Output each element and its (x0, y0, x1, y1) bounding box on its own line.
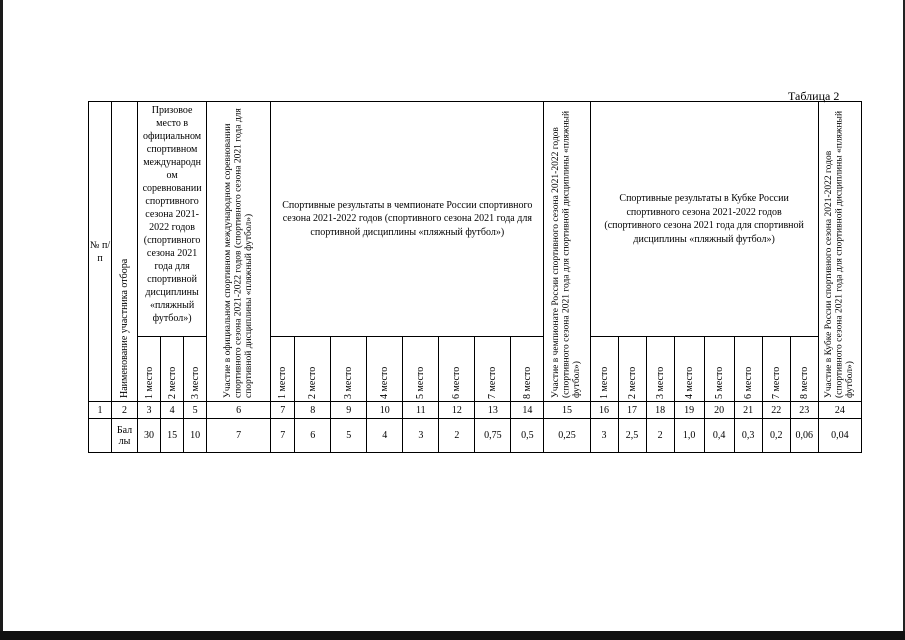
cup-place-5 (704, 337, 734, 402)
column-number-row (89, 402, 862, 419)
column-number: 4 (161, 402, 184, 419)
points-row-empty-cell (89, 419, 112, 453)
cup-place-2-text: 2 место (626, 366, 638, 399)
points-row (89, 419, 862, 453)
champ-place-3-text: 3 место (343, 366, 355, 399)
header-championship-participation-text: Участие в чемпионате России спортивного сезона 2021-2022 годов (спортивного сезона 2021 года для спортивной дисциплины «пляжный футбол») (551, 110, 583, 398)
prize-place-1 (138, 337, 161, 402)
points-table (88, 101, 862, 453)
cup-place-1-text: 1 место (598, 366, 610, 399)
header-name (112, 102, 138, 402)
cup-place-3-text: 3 место (654, 366, 666, 399)
header-championship-results: Спортивные результаты в чемпионате России спортивного сезона 2021-2022 годов (спортивного сезона 2021 года для спортивной дисциплины «пляжный футбол») (271, 102, 544, 337)
column-number: 5 (184, 402, 207, 419)
header-prize-place: Призовое место в официальном спортивном международн ом соревновании спортивного сезона 2021-2022 годов (спортивного сезона 2021 года для спортивной дисциплины «пляжный футбол») (138, 102, 207, 337)
champ-place-5-text: 5 место (415, 366, 427, 399)
prize-place-1-text: 1 место (143, 366, 155, 399)
column-number: 18 (646, 402, 674, 419)
champ-place-7 (475, 337, 511, 402)
column-number: 13 (475, 402, 511, 419)
cup-place-7 (762, 337, 790, 402)
header-num: № п/ п (89, 102, 112, 402)
points-value: 1,0 (674, 419, 704, 453)
cup-place-2 (618, 337, 646, 402)
points-value: 0,4 (704, 419, 734, 453)
points-value: 2,5 (618, 419, 646, 453)
column-number: 16 (590, 402, 618, 419)
column-number: 11 (403, 402, 439, 419)
header-cup-results: Спортивные результаты в Кубке России спортивного сезона 2021-2022 годов (спортивного сезона 2021 года для спортивной дисциплины «пляжный футбол») (590, 102, 818, 337)
points-value: 0,25 (544, 419, 590, 453)
column-number: 12 (439, 402, 475, 419)
champ-place-8-text: 8 место (521, 366, 533, 399)
column-number: 8 (295, 402, 331, 419)
champ-place-7-text: 7 место (487, 366, 499, 399)
header-name-text: Наименование участника отбора (119, 258, 131, 398)
scan-border-bottom (0, 631, 905, 640)
column-number: 2 (112, 402, 138, 419)
prize-place-2 (161, 337, 184, 402)
champ-place-6-text: 6 место (451, 366, 463, 399)
column-number: 19 (674, 402, 704, 419)
prize-place-3-text: 3 место (189, 366, 201, 399)
champ-place-1-text: 1 место (277, 366, 289, 399)
cup-place-4-text: 4 место (683, 366, 695, 399)
header-row-groups (89, 102, 862, 337)
points-value: 0,04 (818, 419, 861, 453)
points-value: 3 (590, 419, 618, 453)
scan-border-left (0, 0, 3, 640)
cup-place-6-text: 6 место (742, 366, 754, 399)
points-value: 4 (367, 419, 403, 453)
cup-place-1 (590, 337, 618, 402)
column-number: 6 (207, 402, 271, 419)
points-row-label: Бал лы (112, 419, 138, 453)
cup-place-4 (674, 337, 704, 402)
champ-place-4 (367, 337, 403, 402)
column-number: 24 (818, 402, 861, 419)
champ-place-2 (295, 337, 331, 402)
champ-place-4-text: 4 место (379, 366, 391, 399)
points-value: 0,5 (511, 419, 544, 453)
cup-place-3 (646, 337, 674, 402)
column-number: 22 (762, 402, 790, 419)
points-value: 15 (161, 419, 184, 453)
points-value: 7 (207, 419, 271, 453)
column-number: 17 (618, 402, 646, 419)
champ-place-2-text: 2 место (307, 366, 319, 399)
column-number: 9 (331, 402, 367, 419)
champ-place-5 (403, 337, 439, 402)
points-value: 2 (439, 419, 475, 453)
header-intl-participation (207, 102, 271, 402)
points-value: 0,75 (475, 419, 511, 453)
column-number: 23 (790, 402, 818, 419)
column-number: 15 (544, 402, 590, 419)
header-row-places (89, 337, 862, 402)
points-value: 5 (331, 419, 367, 453)
cup-place-8-text: 8 место (798, 366, 810, 399)
points-value: 30 (138, 419, 161, 453)
points-value: 6 (295, 419, 331, 453)
header-cup-participation (818, 102, 861, 402)
champ-place-8 (511, 337, 544, 402)
champ-place-1 (271, 337, 295, 402)
column-number: 20 (704, 402, 734, 419)
table-caption: Таблица 2 (788, 89, 840, 103)
column-number: 14 (511, 402, 544, 419)
cup-place-7-text: 7 место (770, 366, 782, 399)
column-number: 1 (89, 402, 112, 419)
header-championship-participation (544, 102, 590, 402)
cup-place-5-text: 5 место (713, 366, 725, 399)
cup-place-8 (790, 337, 818, 402)
points-value: 2 (646, 419, 674, 453)
column-number: 3 (138, 402, 161, 419)
cup-place-6 (734, 337, 762, 402)
column-number: 7 (271, 402, 295, 419)
column-number: 10 (367, 402, 403, 419)
points-value: 0,2 (762, 419, 790, 453)
points-value: 7 (271, 419, 295, 453)
champ-place-3 (331, 337, 367, 402)
header-intl-participation-text: Участие в официальном спортивном международном соревновании спортивного сезона 2021-2022 годов (спортивного сезона 2021 года для спортивной дисциплины «пляжный футбол») (223, 107, 254, 398)
column-number: 21 (734, 402, 762, 419)
champ-place-6 (439, 337, 475, 402)
points-value: 0,3 (734, 419, 762, 453)
points-value: 10 (184, 419, 207, 453)
header-cup-participation-text: Участие в Кубке России спортивного сезона 2021-2022 годов (спортивного сезона 2021 года для спортивной дисциплины «пляжный футбол») (824, 110, 856, 398)
prize-place-3 (184, 337, 207, 402)
points-value: 3 (403, 419, 439, 453)
prize-place-2-text: 2 место (166, 366, 178, 399)
points-value: 0,06 (790, 419, 818, 453)
